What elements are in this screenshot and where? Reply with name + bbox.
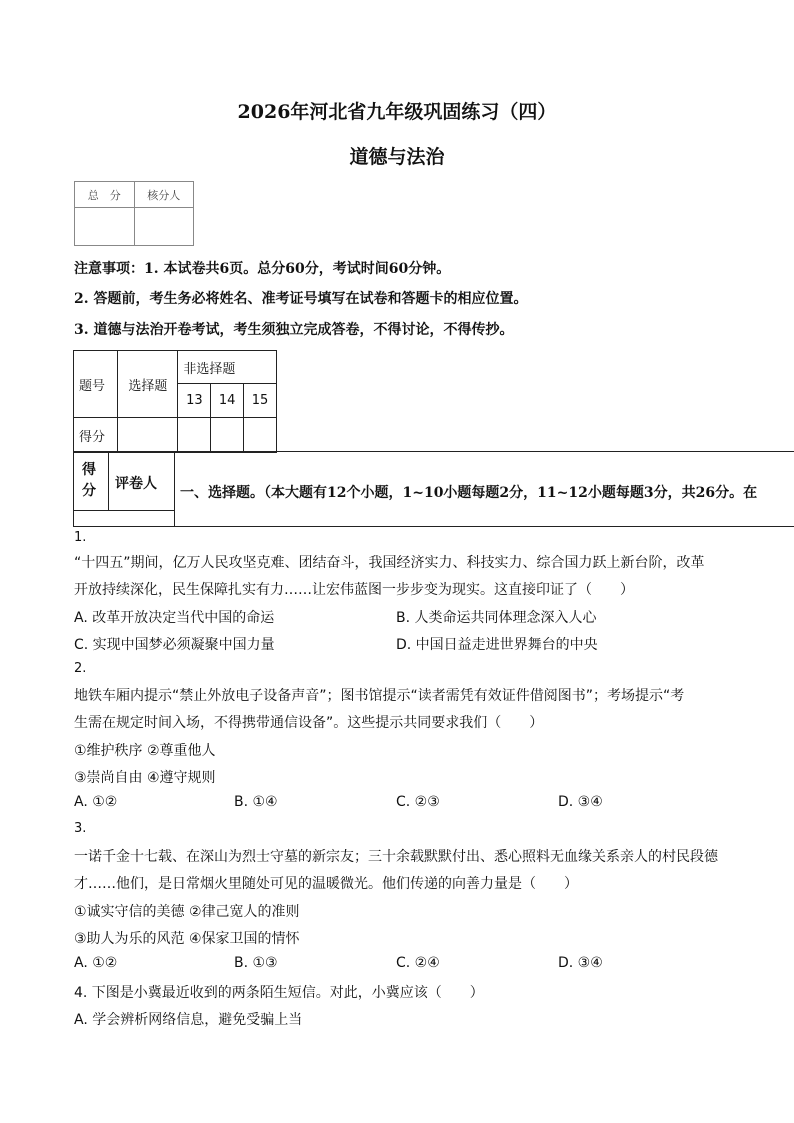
q2-number: 2. — [74, 661, 87, 676]
question-number-label: 题号 — [74, 351, 118, 418]
q1-number: 1. — [74, 530, 87, 545]
notes-line-1: 注意事项：1. 本试卷共6页。总分60分，考试时间60分钟。 — [74, 261, 451, 277]
score-row-label: 得分 — [74, 418, 118, 453]
q4-stem: 4. 下图是小冀最近收到的两条陌生短信。对此，小冀应该（ ） — [74, 985, 484, 1001]
nonchoice-label: 非选择题 — [178, 351, 277, 384]
exam-title: 2026年河北省九年级巩固练习（四） — [237, 101, 557, 123]
checker-label: 核分人 — [134, 182, 194, 208]
q13-score-cell — [178, 418, 211, 453]
grader-reviewer-label: 评卷人 — [115, 476, 157, 492]
q2-option-b: B. ①④ — [234, 794, 278, 810]
grader-score-cell — [74, 452, 109, 510]
notes-line-2: 2. 答题前，考生务必将姓名、准考证号填写在试卷和答题卡的相应位置。 — [74, 291, 528, 307]
q1-option-c: C. 实现中国梦必须凝聚中国力量 — [74, 637, 275, 653]
total-score-label: 总 分 — [75, 182, 135, 208]
q2-statements-2: ③崇尚自由 ④遵守规则 — [74, 770, 216, 786]
q3-stem-line-2: 才……他们，是日常烟火里随处可见的温暖微光。他们传递的向善力量是（ ） — [74, 876, 578, 892]
q3-option-b: B. ①③ — [234, 955, 278, 971]
q15-score-cell — [244, 418, 277, 453]
total-score-box — [74, 181, 194, 246]
q1-stem-line-2: 开放持续深化，民生保障扎实有力……让宏伟蓝图一步步变为现实。这直接印证了（ ） — [74, 582, 634, 598]
q1-stem-line-1: “十四五”期间，亿万人民攻坚克难、团结奋斗，我国经济实力、科技实力、综合国力跃上新台阶，改革 — [74, 555, 705, 571]
total-score-cell — [75, 208, 135, 246]
q3-number: 3. — [74, 821, 87, 836]
q2-statements-1: ①维护秩序 ②尊重他人 — [74, 743, 216, 759]
subject-title: 道德与法治 — [349, 146, 445, 168]
notes-line-3: 3. 道德与法治开卷考试，考生须独立完成答卷，不得讨论，不得传抄。 — [74, 322, 514, 338]
grader-reviewer-cell — [108, 452, 175, 510]
q3-stem-line-1: 一诺千金十七载、在深山为烈士守墓的新宗友；三十余载默默付出、悉心照料无血缘关系亲人的村民段德 — [74, 849, 718, 865]
q3-statements-1: ①诚实守信的美德 ②律己宽人的准则 — [74, 904, 300, 920]
q1-option-b: B. 人类命运共同体理念深入人心 — [396, 610, 597, 626]
q2-stem-line-1: 地铁车厢内提示“禁止外放电子设备声音”；图书馆提示“读者需凭有效证件借阅图书”；考场提示“考 — [74, 688, 685, 704]
q3-option-d: D. ③④ — [558, 955, 603, 971]
grader-score-label: 得分 — [82, 462, 96, 499]
q13-header: 13 — [178, 384, 211, 418]
checker-cell — [134, 208, 194, 246]
q14-header: 14 — [211, 384, 244, 418]
section-grader-block — [73, 451, 794, 527]
choice-score-cell — [118, 418, 178, 453]
q14-score-cell — [211, 418, 244, 453]
q3-option-c: C. ②④ — [396, 955, 440, 971]
q2-stem-line-2: 生需在规定时间入场，不得携带通信设备”。这些提示共同要求我们（ ） — [74, 715, 544, 731]
q3-option-a: A. ①② — [74, 955, 118, 971]
q3-statements-2: ③助人为乐的风范 ④保家卫国的情怀 — [74, 931, 300, 947]
q1-option-a: A. 改革开放决定当代中国的命运 — [74, 610, 275, 626]
q15-header: 15 — [244, 384, 277, 418]
score-summary-table — [73, 350, 277, 453]
q2-option-d: D. ③④ — [558, 794, 603, 810]
q1-option-d: D. 中国日益走进世界舞台的中央 — [396, 637, 598, 653]
q4-option-a: A. 学会辨析网络信息，避免受骗上当 — [74, 1012, 303, 1028]
section-heading: 一、选择题。（本大题有12个小题，1~10小题每题2分，11~12小题每题3分，共26分。在 — [180, 485, 758, 501]
choice-label: 选择题 — [118, 351, 178, 418]
q2-option-a: A. ①② — [74, 794, 118, 810]
q2-option-c: C. ②③ — [396, 794, 440, 810]
